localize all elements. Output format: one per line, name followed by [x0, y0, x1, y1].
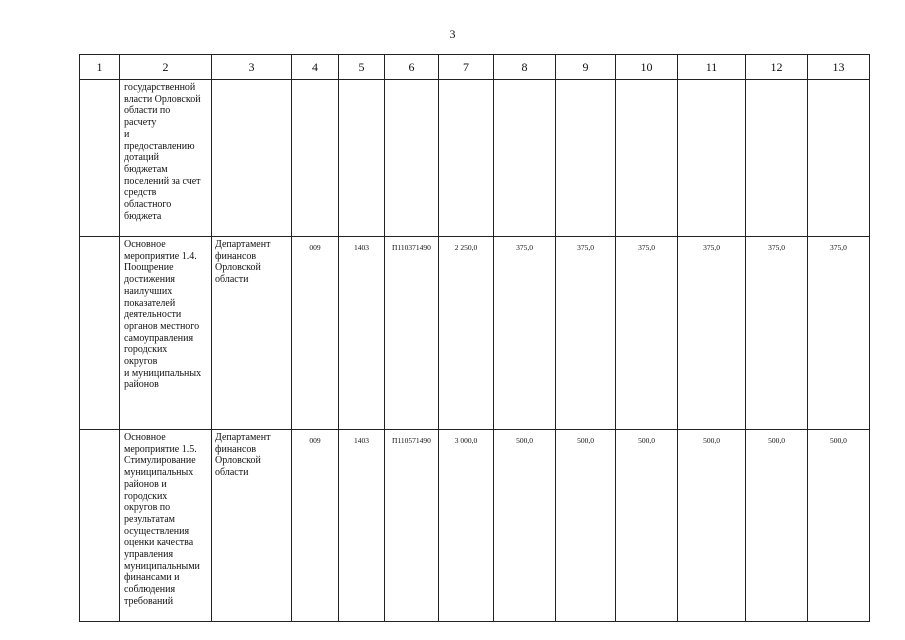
column-header: 8 [494, 55, 556, 80]
page-number: 3 [449, 27, 456, 41]
year-value-cell: 375,0 [616, 237, 678, 430]
section-cell: 1403 [339, 430, 385, 622]
year-value-cell [616, 80, 678, 237]
column-header: 9 [556, 55, 616, 80]
cell-text-line: поселений за счет [124, 175, 201, 187]
cell-text-line: районов [124, 379, 159, 391]
cell-text-line: финансов [215, 250, 257, 262]
cell-text-line: государственной [124, 82, 196, 93]
table-row [80, 80, 870, 237]
cell-text-line: и муниципальных [124, 367, 202, 379]
column-header: 4 [292, 55, 339, 80]
cell-text-line: городских [124, 490, 168, 502]
cell-text-line: мероприятие 1.5. [124, 443, 197, 455]
year-value-cell: 500,0 [808, 430, 870, 622]
cell-text-line: бюджетам [124, 163, 168, 175]
program-table [79, 54, 870, 622]
header-row [80, 55, 870, 80]
table-row [80, 237, 870, 430]
total-cell [439, 80, 494, 237]
column-header: 5 [339, 55, 385, 80]
cell-text-line: Орловской [215, 262, 261, 274]
cell-text-line: Стимулирование [124, 455, 196, 467]
year-value-cell: 375,0 [494, 237, 556, 430]
cell-text-line: достижения [124, 274, 176, 286]
column-header: 10 [616, 55, 678, 80]
cell-text-line: муниципальными [124, 560, 200, 572]
cell-text-line: дотаций [124, 152, 159, 164]
column-header: 7 [439, 55, 494, 80]
column-header: 11 [678, 55, 746, 80]
cell-text-line: расчету [124, 117, 157, 129]
section-cell [339, 80, 385, 237]
year-value-cell: 375,0 [808, 237, 870, 430]
row-number-cell [80, 80, 120, 237]
cell-text-line: оценки качества [124, 537, 194, 549]
cell-text-line: Поощрение [124, 262, 174, 274]
executor-cell [212, 430, 292, 622]
target-article-cell: П110371490 [385, 237, 439, 430]
column-header: 6 [385, 55, 439, 80]
cell-text-line: требований [124, 595, 174, 607]
cell-text-line: областного [124, 199, 172, 211]
cell-text-line: финансами и [124, 572, 180, 584]
cell-text-line: средств [124, 187, 157, 199]
executor-cell [212, 80, 292, 237]
cell-text-line: органов местного [124, 320, 200, 332]
year-value-cell: 500,0 [746, 430, 808, 622]
cell-text-line: осуществления [124, 525, 190, 537]
year-value-cell [556, 80, 616, 237]
cell-text-line: области [215, 467, 249, 479]
year-value-cell: 500,0 [616, 430, 678, 622]
code-cell [292, 80, 339, 237]
cell-text-line: и [124, 128, 130, 140]
cell-text-line: деятельности [124, 309, 182, 321]
cell-text-line: власти Орловской [124, 93, 201, 105]
measure-name-cell [120, 80, 212, 237]
cell-text-line: бюджета [124, 210, 162, 222]
cell-text-line: Основное [124, 432, 166, 443]
cell-text-line: муниципальных [124, 467, 194, 479]
cell-text-line: финансов [215, 443, 257, 455]
year-value-cell: 375,0 [556, 237, 616, 430]
executor-cell [212, 237, 292, 430]
cell-text-line: округов по [124, 502, 171, 514]
year-value-cell: 500,0 [678, 430, 746, 622]
cell-text-line: показателей [124, 297, 176, 309]
cell-text-line: наилучших [124, 285, 173, 297]
row-number-cell [80, 237, 120, 430]
cell-text-line: Департамент [215, 432, 271, 443]
year-value-cell [678, 80, 746, 237]
column-header: 13 [808, 55, 870, 80]
cell-text-line: Департамент [215, 239, 271, 250]
column-header: 2 [120, 55, 212, 80]
section-cell: 1403 [339, 237, 385, 430]
year-value-cell [494, 80, 556, 237]
target-article-cell: П110571490 [385, 430, 439, 622]
measure-name-cell [120, 237, 212, 430]
column-header: 12 [746, 55, 808, 80]
column-header: 3 [212, 55, 292, 80]
cell-text-line: области [215, 274, 249, 286]
cell-text-line: управления [124, 549, 174, 561]
cell-text-line: самоуправления [124, 332, 194, 344]
code-cell: 009 [292, 237, 339, 430]
year-value-cell: 500,0 [556, 430, 616, 622]
column-header: 1 [80, 55, 120, 80]
cell-text-line: Основное [124, 239, 166, 250]
year-value-cell [746, 80, 808, 237]
year-value-cell: 375,0 [678, 237, 746, 430]
cell-text-line: соблюдения [124, 584, 176, 596]
target-article-cell [385, 80, 439, 237]
cell-text-line: округов [124, 356, 158, 368]
measure-name-cell [120, 430, 212, 622]
cell-text-line: Орловской [215, 455, 261, 467]
cell-text-line: результатам [124, 513, 175, 525]
cell-text-line: мероприятие 1.4. [124, 250, 197, 262]
year-value-cell: 500,0 [494, 430, 556, 622]
cell-text-line: области по [124, 105, 171, 117]
year-value-cell: 375,0 [746, 237, 808, 430]
table-row [80, 430, 870, 622]
cell-text-line: городских [124, 344, 168, 356]
code-cell: 009 [292, 430, 339, 622]
cell-text-line: районов и [124, 478, 167, 490]
total-cell: 3 000,0 [439, 430, 494, 622]
total-cell: 2 250,0 [439, 237, 494, 430]
year-value-cell [808, 80, 870, 237]
row-number-cell [80, 430, 120, 622]
cell-text-line: предоставлению [124, 140, 195, 152]
